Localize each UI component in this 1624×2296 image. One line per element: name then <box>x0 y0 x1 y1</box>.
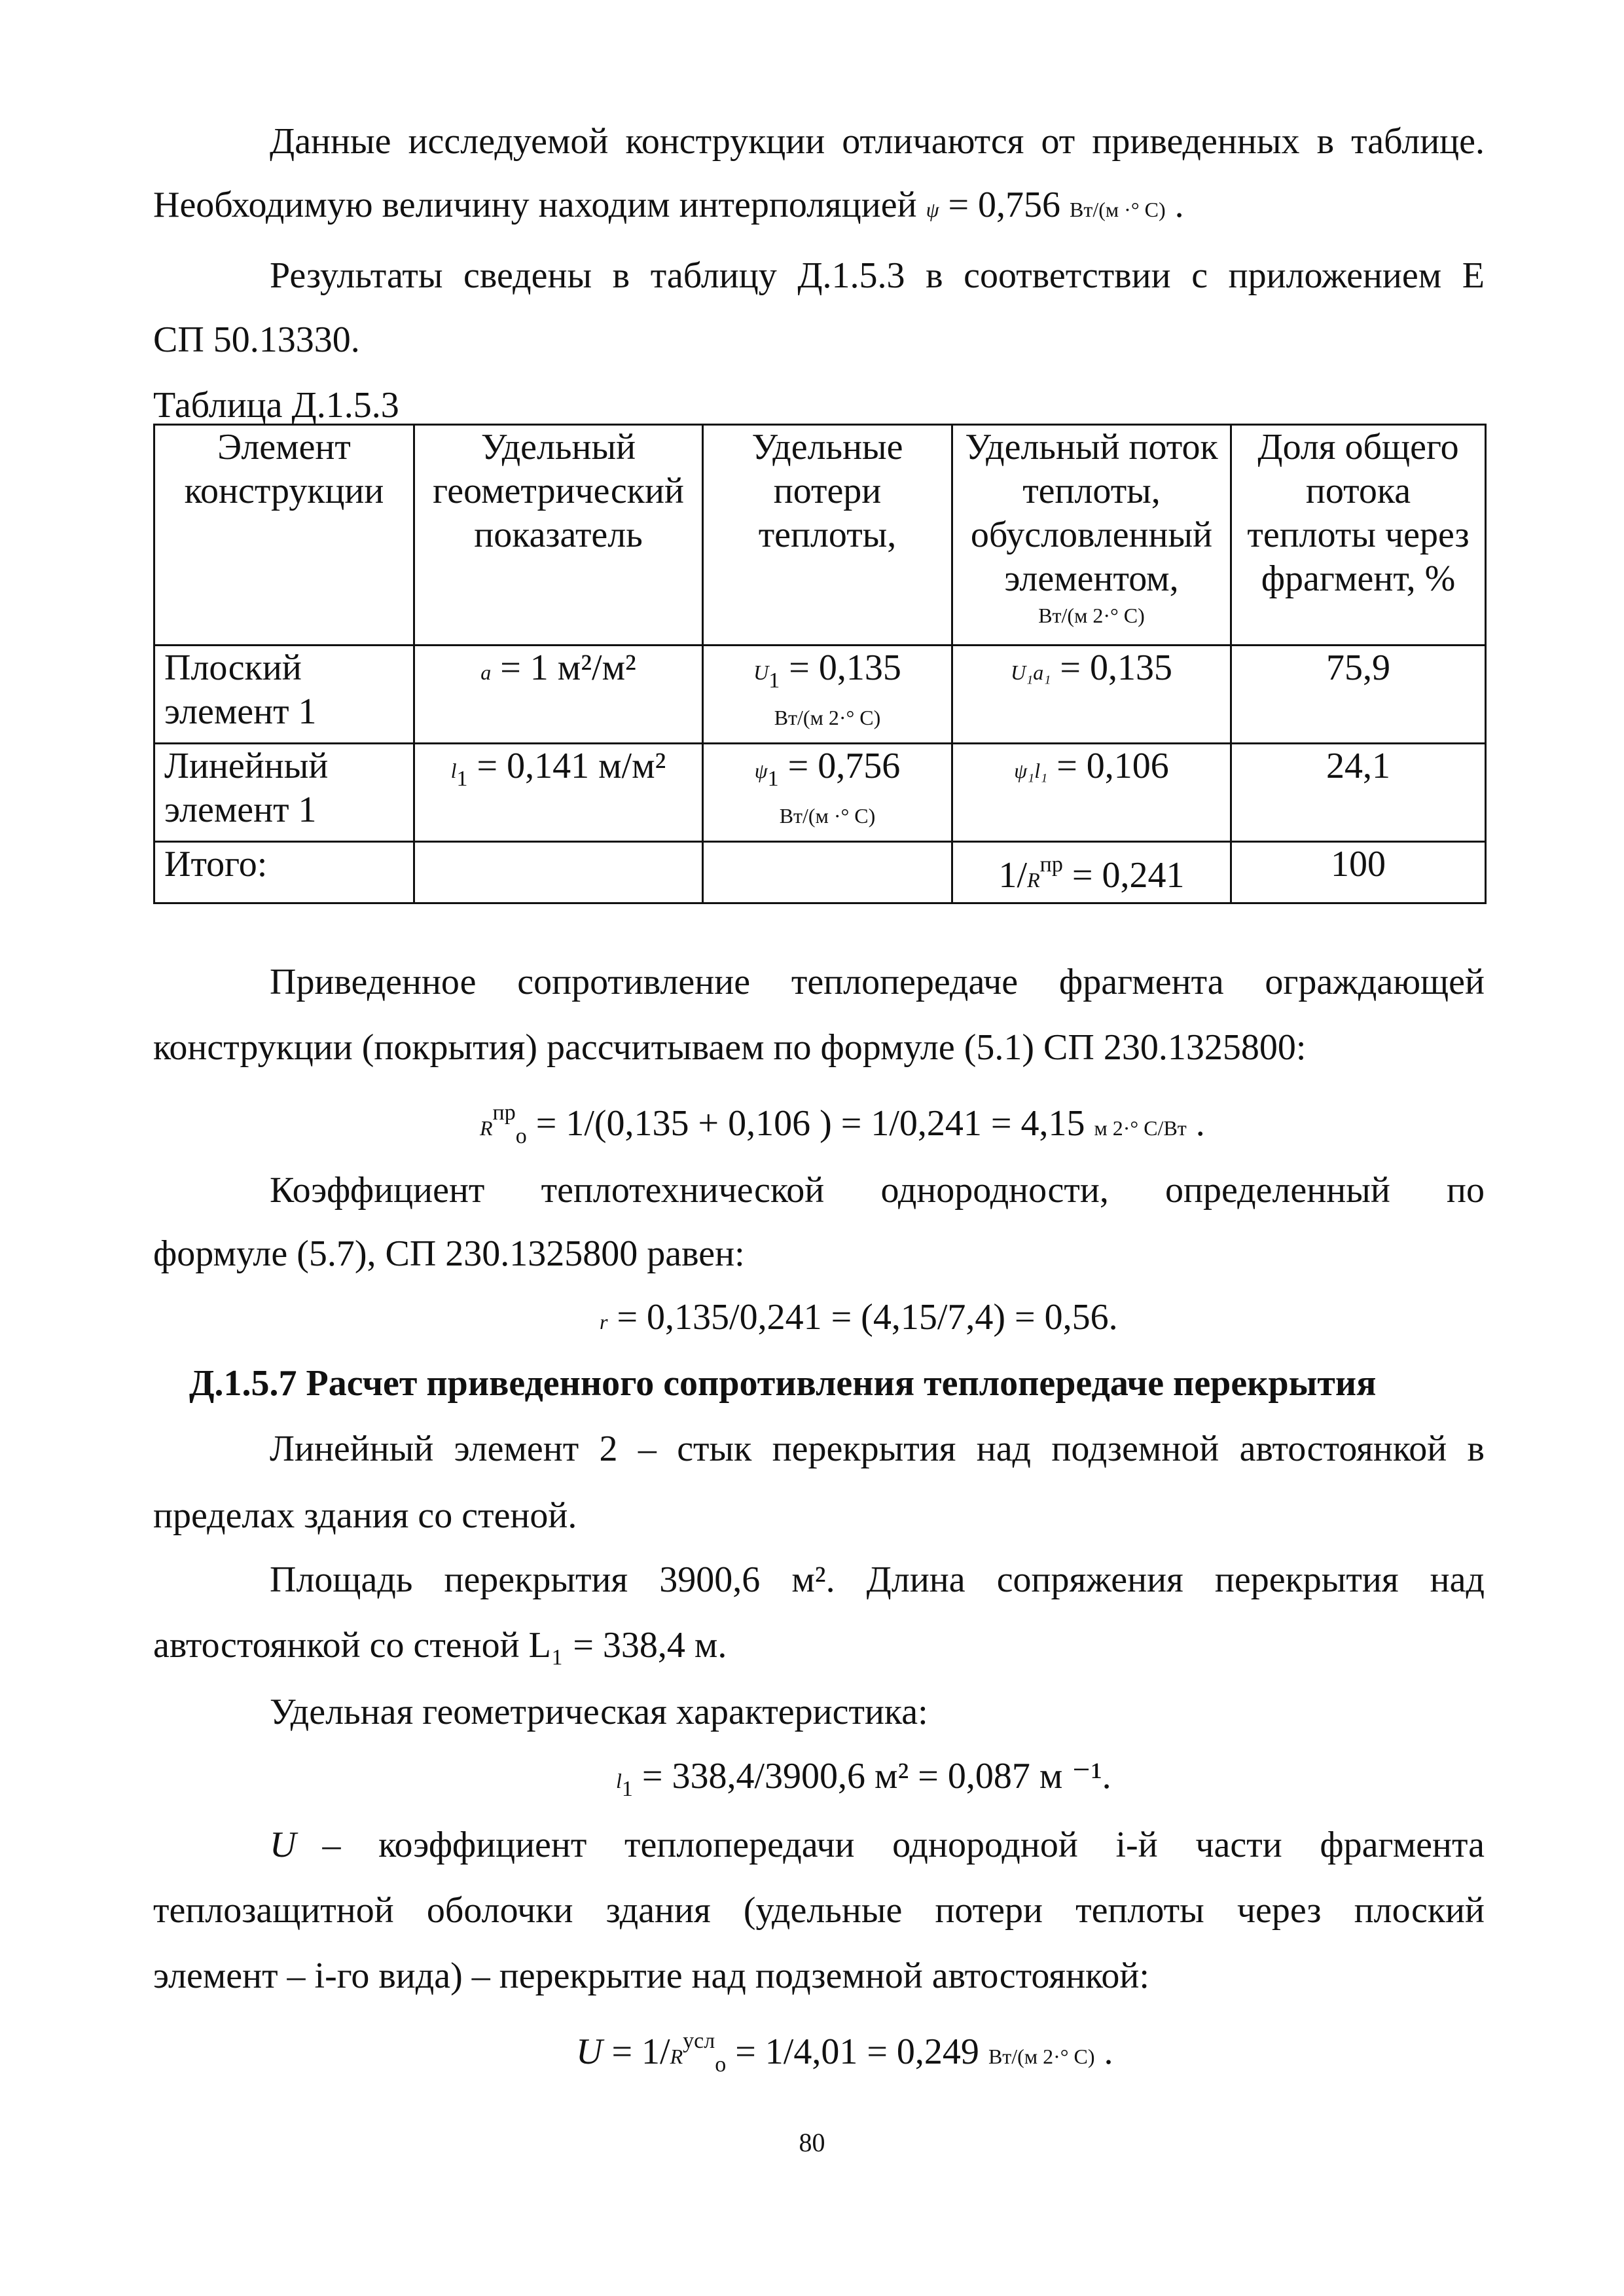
f1-subscript: о <box>515 1124 527 1148</box>
cell-empty <box>703 842 952 903</box>
cell-total-label: Итого: <box>154 842 414 903</box>
header-flow <box>952 425 1231 646</box>
paragraph-3-line-1: Приведенное сопротивление теплопередаче фрагмента ограждающей <box>270 962 1485 1002</box>
table-total-row <box>154 842 1486 903</box>
loss-unit: Вт/(м 2·° С) <box>774 706 881 729</box>
psi-value: = 0,756 <box>948 185 1061 225</box>
cell-total-flow <box>952 842 1231 903</box>
cell-empty <box>414 842 703 903</box>
cell-geometric <box>414 646 703 744</box>
geom-value: = 0,141 м/м² <box>477 746 666 786</box>
flow-value: = 0,106 <box>1056 746 1169 786</box>
cell-element: Линейный элемент 1 <box>154 744 414 842</box>
f1-period: . <box>1195 1103 1205 1144</box>
paragraph-6-line-1: Площадь перекрытия 3900,6 м². Длина сопряжения перекрытия над <box>270 1559 1485 1600</box>
f1-symbol: R <box>480 1116 493 1140</box>
header-share: Доля общего потока теплоты через фрагмент, % <box>1231 425 1486 646</box>
f4-superscript: усл <box>683 2029 715 2053</box>
flow-symbol: ψ₁l₁ <box>1014 759 1048 782</box>
formula-4 <box>576 2018 1113 2088</box>
loss-value: = 0,756 <box>787 746 901 786</box>
cell-flow <box>952 744 1231 842</box>
p8-rest: – коэффициент теплопередачи однородной i-й части фрагмента <box>322 1825 1485 1865</box>
period: . <box>1174 185 1184 225</box>
paragraph-5-line-1: Линейный элемент 2 – стык перекрытия над подземной автостоянкой в <box>270 1429 1485 1469</box>
total-flow-sup: пр <box>1039 852 1063 877</box>
geom-subscript: 1 <box>456 767 468 791</box>
f2-text: = 0,135/0,241 = (4,15/7,4) = 0,56. <box>617 1297 1118 1338</box>
section-heading: Д.1.5.7 Расчет приведенного сопротивления теплопередаче перекрытия <box>189 1363 1377 1404</box>
loss-subscript: 1 <box>768 668 780 693</box>
paragraph-3-line-2: конструкции (покрытия) рассчитываем по формуле (5.1) СП 230.1325800: <box>153 1027 1307 1068</box>
f4-symbol: U <box>576 2032 603 2072</box>
f2-symbol: r <box>600 1310 608 1334</box>
results-table <box>153 424 1487 904</box>
paragraph-4-line-1: Коэффициент теплотехнической однородности, определенный по <box>270 1170 1485 1211</box>
table-caption: Таблица Д.1.5.3 <box>153 385 399 426</box>
f4-mid: = 1/ <box>611 2032 670 2072</box>
f3-symbol: l <box>616 1769 622 1793</box>
cell-share: 75,9 <box>1231 646 1486 744</box>
psi-symbol: ψ <box>926 198 939 221</box>
f1-unit: м 2·° С/Вт <box>1094 1116 1187 1140</box>
f4-unit: Вт/(м 2·° С) <box>988 2045 1095 2068</box>
paragraph-1-line-2 <box>153 182 1184 232</box>
paragraph-4-line-2: формуле (5.7), СП 230.1325800 равен: <box>153 1233 745 1274</box>
paragraph-8-line-1 <box>270 1822 1485 1868</box>
formula-3 <box>616 1753 1111 1812</box>
formula-2 <box>600 1294 1118 1345</box>
paragraph-5-line-2: пределах здания со стеной. <box>153 1495 577 1536</box>
f4-R: R <box>670 2045 683 2068</box>
f4-period: . <box>1104 2032 1113 2072</box>
text: Необходимую величину находим интерполяцией <box>153 185 917 225</box>
paragraph-8-line-2: теплозащитной оболочки здания (удельные потери теплоты через плоский <box>153 1890 1485 1931</box>
f4-subscript: о <box>715 2052 727 2077</box>
cell-flow <box>952 646 1231 744</box>
geom-symbol: a <box>480 661 492 684</box>
header-element: Элемент конструкции <box>154 425 414 646</box>
paragraph-6-line-2: автостоянкой со стеной L₁ = 338,4 м. <box>153 1625 727 1666</box>
page-number: 80 <box>799 2128 825 2157</box>
geom-value: = 1 м²/м² <box>500 647 636 688</box>
total-flow-symbol: R <box>1027 868 1040 892</box>
paragraph-1-line-1: Данные исследуемой конструкции отличаются от приведенных в таблице. <box>270 121 1485 162</box>
loss-symbol: ψ <box>754 759 768 782</box>
cell-total-share: 100 <box>1231 842 1486 903</box>
flow-value: = 0,135 <box>1060 647 1172 688</box>
table-row <box>154 744 1486 842</box>
f4-text: = 1/4,01 = 0,249 <box>735 2032 979 2072</box>
loss-value: = 0,135 <box>789 647 901 688</box>
f1-superscript: пр <box>492 1101 516 1125</box>
geom-symbol: l <box>450 759 457 782</box>
cell-share: 24,1 <box>1231 744 1486 842</box>
loss-symbol: U <box>753 661 769 684</box>
flow-symbol: U₁a₁ <box>1011 661 1051 684</box>
cell-losses <box>703 744 952 842</box>
loss-unit: Вт/(м ·° С) <box>779 804 876 828</box>
paragraph-8-line-3: элемент – i-го вида) – перекрытие над подземной автостоянкой: <box>153 1956 1149 1996</box>
cell-losses <box>703 646 952 744</box>
paragraph-7: Удельная геометрическая характеристика: <box>270 1692 928 1732</box>
total-flow-prefix: 1/ <box>998 855 1028 896</box>
header-flow-unit: Вт/(м 2·° С) <box>1038 604 1145 627</box>
paragraph-2-line-2: СП 50.13330. <box>153 319 360 360</box>
total-flow-value: = 0,241 <box>1072 855 1185 896</box>
table-header-row <box>154 425 1486 646</box>
formula-1 <box>480 1090 1205 1159</box>
f3-text: = 338,4/3900,6 м² = 0,087 м ⁻¹. <box>641 1756 1111 1796</box>
header-losses: Удельные потери теплоты, <box>703 425 952 646</box>
f3-subscript: 1 <box>621 1777 633 1801</box>
loss-subscript: 1 <box>767 767 779 791</box>
header-flow-text: Удельный поток теплоты, обусловленный элементом, <box>965 427 1218 599</box>
cell-element: Плоский элемент 1 <box>154 646 414 744</box>
p8-symbol: U <box>270 1825 297 1865</box>
table-row <box>154 646 1486 744</box>
cell-geometric <box>414 744 703 842</box>
paragraph-2-line-1: Результаты сведены в таблицу Д.1.5.3 в соответствии с приложением Е <box>270 255 1485 296</box>
psi-unit: Вт/(м ·° С) <box>1070 198 1166 221</box>
f1-text: = 1/(0,135 + 0,106 ) = 1/0,241 = 4,15 <box>535 1103 1085 1144</box>
header-geometric: Удельный геометрический показатель <box>414 425 703 646</box>
